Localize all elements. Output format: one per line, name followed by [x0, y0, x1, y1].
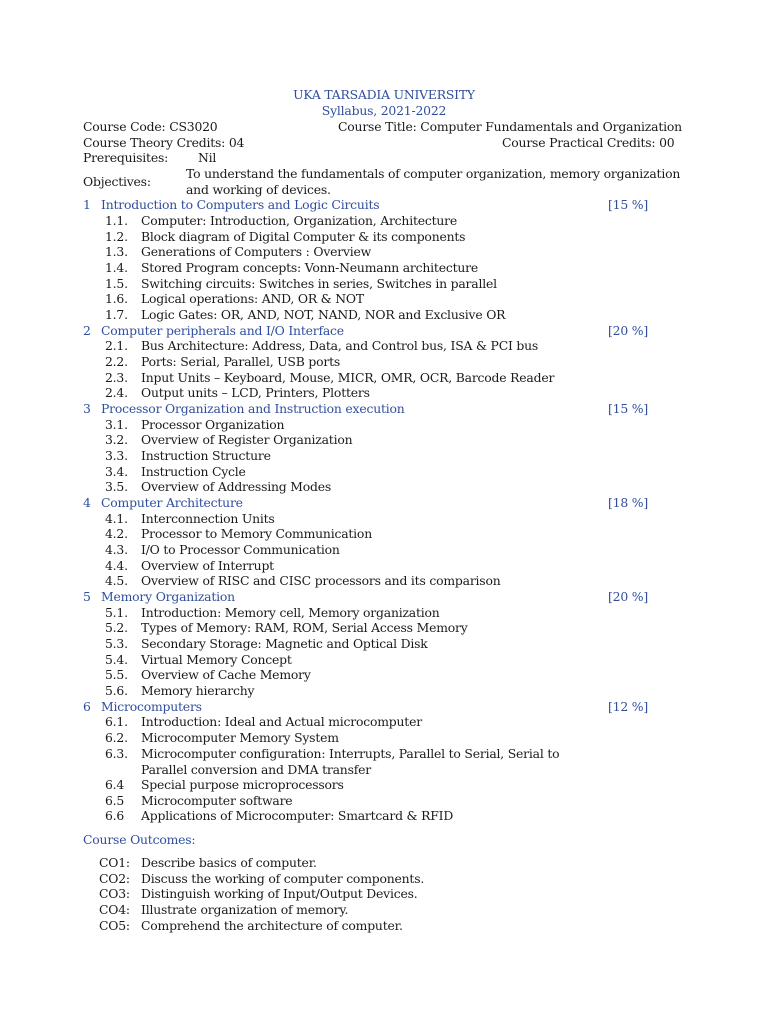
topic-text: Microcomputer configuration: Interrupts, Parallel to Serial, Serial to — [141, 746, 560, 761]
topic-number: 2.3. — [105, 370, 128, 385]
unit-number: 3 — [83, 401, 91, 416]
topic-number: 1.7. — [105, 307, 128, 322]
topic-text: Overview of Cache Memory — [141, 667, 311, 682]
topic-text: Microcomputer software — [141, 793, 293, 808]
topic-number: 3.3. — [105, 448, 128, 463]
topic-number: 1.4. — [105, 260, 128, 275]
topic-text: Virtual Memory Concept — [141, 652, 292, 667]
outcome-code: CO3: — [99, 886, 130, 901]
unit-weight: [18 %] — [608, 495, 648, 510]
topic-number: 6.6 — [105, 808, 125, 823]
theory-credits: Course Theory Credits: 04 — [83, 135, 245, 150]
topic-number: 6.2. — [105, 730, 128, 745]
topic-number: 1.1. — [105, 213, 128, 228]
topic-text: Overview of RISC and CISC processors and its comparison — [141, 573, 501, 588]
outcome-text: Describe basics of computer. — [141, 855, 317, 870]
course-title: Course Title: Computer Fundamentals and Organization — [338, 119, 682, 134]
topic-number: 5.1. — [105, 605, 128, 620]
topic-text: Ports: Serial, Parallel, USB ports — [141, 354, 341, 369]
topic-text: Overview of Addressing Modes — [141, 479, 332, 494]
outcome-code: CO2: — [99, 871, 130, 886]
unit-title: Memory Organization — [101, 589, 235, 604]
topic-number: 4.5. — [105, 573, 128, 588]
topic-number: 5.6. — [105, 683, 128, 698]
outcome-code: CO4: — [99, 902, 130, 917]
outcome-text: Discuss the working of computer components. — [141, 871, 425, 886]
unit-number: 4 — [83, 495, 91, 510]
topic-text: Processor to Memory Communication — [141, 526, 372, 541]
topic-number: 1.3. — [105, 244, 128, 259]
unit-weight: [15 %] — [608, 401, 648, 416]
unit-title: Processor Organization and Instruction execution — [101, 401, 405, 416]
topic-text: Bus Architecture: Address, Data, and Control bus, ISA & PCI bus — [141, 338, 539, 353]
course-code: Course Code: CS3020 — [83, 119, 218, 134]
unit-weight: [20 %] — [608, 589, 648, 604]
topic-number: 3.2. — [105, 432, 128, 447]
topic-number: 5.5. — [105, 667, 128, 682]
unit-weight: [15 %] — [608, 197, 648, 212]
topic-number: 6.4 — [105, 777, 125, 792]
outcome-code: CO1: — [99, 855, 130, 870]
outcome-text: Comprehend the architecture of computer. — [141, 918, 403, 933]
topic-number: 2.2. — [105, 354, 128, 369]
syllabus-year: Syllabus, 2021-2022 — [321, 103, 447, 118]
topic-number: 1.5. — [105, 276, 128, 291]
unit-weight: [20 %] — [608, 323, 648, 338]
unit-title: Computer Architecture — [101, 495, 243, 510]
university-name: UKA TARSADIA UNIVERSITY — [293, 87, 475, 102]
topic-number: 2.1. — [105, 338, 128, 353]
topic-text: Secondary Storage: Magnetic and Optical Disk — [141, 636, 428, 651]
objectives-text-line1: To understand the fundamentals of computer organization, memory organization — [186, 166, 681, 181]
topic-number: 5.2. — [105, 620, 128, 635]
topic-text: Block diagram of Digital Computer & its components — [141, 229, 466, 244]
topic-text: Overview of Register Organization — [141, 432, 353, 447]
topic-text: Logical operations: AND, OR & NOT — [141, 291, 364, 306]
unit-number: 2 — [83, 323, 91, 338]
prerequisites-label: Prerequisites: — [83, 150, 169, 165]
topic-number: 6.1. — [105, 714, 128, 729]
objectives-text-line2: and working of devices. — [186, 182, 331, 197]
outcome-text: Distinguish working of Input/Output Devices. — [141, 886, 418, 901]
topic-text: Types of Memory: RAM, ROM, Serial Access Memory — [141, 620, 468, 635]
topic-text-continued: Parallel conversion and DMA transfer — [141, 762, 371, 777]
unit-title: Introduction to Computers and Logic Circuits — [101, 197, 380, 212]
practical-credits: Course Practical Credits: 00 — [502, 135, 675, 150]
topic-text: I/O to Processor Communication — [141, 542, 340, 557]
topic-text: Processor Organization — [141, 417, 285, 432]
unit-number: 6 — [83, 699, 91, 714]
topic-text: Instruction Structure — [141, 448, 271, 463]
outcome-text: Illustrate organization of memory. — [141, 902, 349, 917]
topic-text: Switching circuits: Switches in series, Switches in parallel — [141, 276, 497, 291]
unit-title: Microcomputers — [101, 699, 202, 714]
topic-text: Introduction: Memory cell, Memory organization — [141, 605, 440, 620]
topic-text: Logic Gates: OR, AND, NOT, NAND, NOR and Exclusive OR — [141, 307, 506, 322]
topic-text: Stored Program concepts: Vonn-Neumann architecture — [141, 260, 479, 275]
unit-number: 5 — [83, 589, 91, 604]
topic-text: Memory hierarchy — [141, 683, 255, 698]
topic-text: Output units – LCD, Printers, Plotters — [141, 385, 370, 400]
outcome-code: CO5: — [99, 918, 130, 933]
topic-text: Interconnection Units — [141, 511, 275, 526]
topic-text: Input Units – Keyboard, Mouse, MICR, OMR, OCR, Barcode Reader — [141, 370, 555, 385]
topic-number: 4.4. — [105, 558, 128, 573]
topic-text: Introduction: Ideal and Actual microcomputer — [141, 714, 422, 729]
unit-title: Computer peripherals and I/O Interface — [101, 323, 344, 338]
prerequisites-value: Nil — [198, 150, 217, 165]
topic-number: 4.1. — [105, 511, 128, 526]
topic-number: 5.4. — [105, 652, 128, 667]
topic-number: 6.3. — [105, 746, 128, 761]
topic-number: 3.1. — [105, 417, 128, 432]
topic-number: 1.6. — [105, 291, 128, 306]
outcomes-heading: Course Outcomes: — [83, 832, 196, 847]
unit-weight: [12 %] — [608, 699, 648, 714]
topic-number: 3.5. — [105, 479, 128, 494]
topic-number: 4.3. — [105, 542, 128, 557]
topic-number: 1.2. — [105, 229, 128, 244]
topic-text: Overview of Interrupt — [141, 558, 274, 573]
topic-text: Computer: Introduction, Organization, Architecture — [141, 213, 458, 228]
topic-text: Microcomputer Memory System — [141, 730, 339, 745]
topic-text: Generations of Computers : Overview — [141, 244, 372, 259]
topic-number: 5.3. — [105, 636, 128, 651]
topic-text: Applications of Microcomputer: Smartcard & RFID — [141, 808, 454, 823]
topic-text: Special purpose microprocessors — [141, 777, 344, 792]
unit-number: 1 — [83, 197, 91, 212]
topic-number: 6.5 — [105, 793, 125, 808]
topic-number: 3.4. — [105, 464, 128, 479]
objectives-label: Objectives: — [83, 174, 151, 189]
topic-number: 2.4. — [105, 385, 128, 400]
topic-text: Instruction Cycle — [141, 464, 246, 479]
topic-number: 4.2. — [105, 526, 128, 541]
